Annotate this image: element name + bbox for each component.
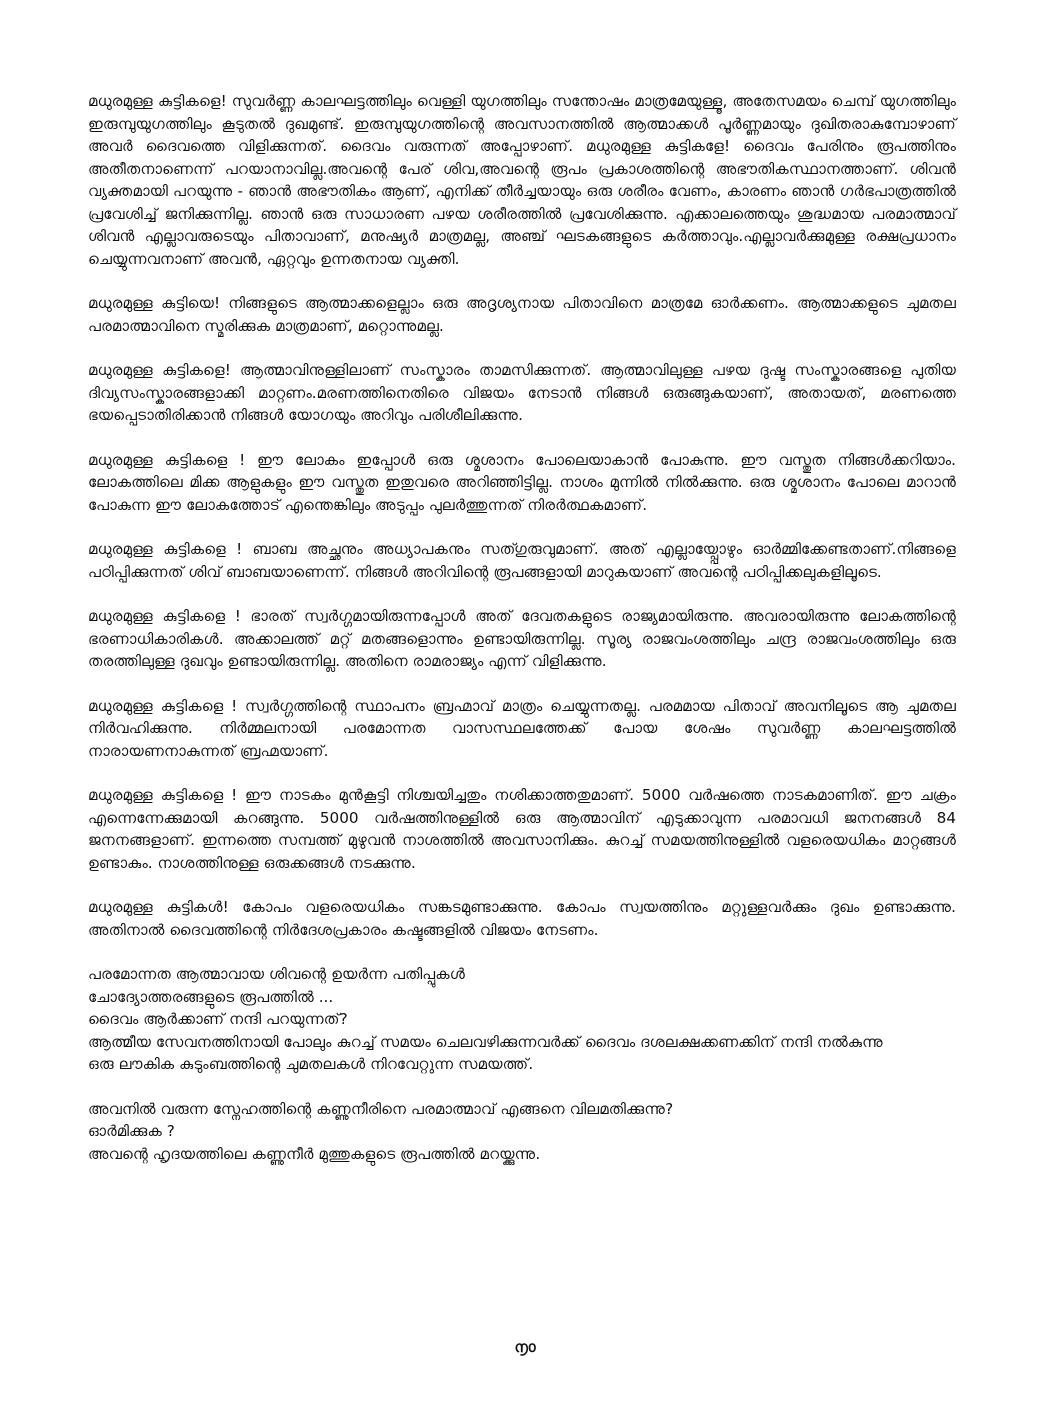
- qa-subheading: ചോദ്യോത്തരങ്ങളുടെ രൂപത്തിൽ ...: [88, 987, 334, 1006]
- document-page: [88, 90, 956, 1187]
- qa-block-thanks: [88, 963, 956, 1076]
- paragraph-3: മധുരമുള്ള കുട്ടികളെ! ആത്മാവിനുള്ളിലാണ് സംസ്കാരം താമസിക്കുന്നത്. ആത്മാവിലുള്ള പഴയ ദുഷ്ട സംസ്കാരങ്ങളെ പുതിയ ദിവ്യസംസ്കാരങ്ങളാക്കി മാറ്റണം.മരണത്തിനെതിരെ വിജയം നേടാൻ നിങ്ങൾ ഒരുങ്ങുകയാണ്, അതായത്, മരണത്തെ ഭയപ്പെടാതിരിക്കാൻ നിങ്ങൾ യോഗയും അറിവും പരിശീലിക്കുന്നു.: [88, 361, 956, 424]
- qa-answer-2: അവന്റെ ഹൃദയത്തിലെ കണ്ണുനീർ മുത്തുകളുടെ രൂപത്തിൽ മറയ്ക്കുന്നു.: [88, 1144, 541, 1163]
- qa-answer-1-continued: ഒരു ലൗകിക കുടുംബത്തിന്റെ ചുമതലകൾ നിറവേറ്റുന്ന സമയത്ത്.: [88, 1055, 534, 1073]
- qa-question-1: ദൈവം ആർക്കാണ് നന്ദി പറയുന്നത്?: [88, 1010, 348, 1028]
- paragraph-6: മധുരമുള്ള കുട്ടികളെ ! ഭാരത് സ്വർഗ്ഗമായിരുന്നപ്പോൾ അത് ദേവതകളുടെ രാജ്യമായിരുന്നു. അവരായിരുന്നു ലോകത്തിന്റെ ഭരണാധികാരികൾ. അക്കാലത്ത് മറ്റ് മതങ്ങളൊന്നും ഉണ്ടായിരുന്നില്ല. സൂര്യ രാജവംശത്തിലും ചന്ദ്ര രാജവംശത്തിലും ഒരു തരത്തിലുള്ള ദുഖവും ഉണ്ടായിരുന്നില്ല. അതിനെ രാമരാജ്യം എന്ന് വിളിക്കുന്നു.: [88, 607, 956, 670]
- qa-question-2: അവനിൽ വരുന്ന സ്നേഹത്തിന്റെ കണ്ണുനീരിനെ പരമാത്മാവ് എങ്ങനെ വിലമതിക്കുന്നു?: [88, 1099, 674, 1118]
- paragraph-7: മധുരമുള്ള കുട്ടികളെ ! സ്വർഗ്ഗത്തിന്റെ സ്ഥാപനം ബ്രഹ്മാവ് മാത്രം ചെയ്യുന്നതല്ല. പരമമായ പിതാവ് അവനിലൂടെ ആ ചുമതല നിർവഹിക്കുന്നു. നിർമ്മലനായി പരമോന്നത വാസസ്ഥലത്തേക്ക് പോയ ശേഷം സുവർണ്ണ കാലഘട്ടത്തിൽ നാരായണനാകുന്നത് ബ്രഹ്മയാണ്.: [88, 696, 956, 760]
- qa-remember: ഓർമിക്കുക ?: [88, 1122, 175, 1140]
- page-number: ൱൦: [514, 1338, 536, 1356]
- paragraph-4: മധുരമുള്ള കുട്ടികളെ ! ഈ ലോകം ഇപ്പോൾ ഒരു ശ്മശാനം പോലെയാകാൻ പോകുന്നു. ഈ വസ്തുത നിങ്ങൾക്കറിയാം. ലോകത്തിലെ മിക്ക ആളുകളും ഈ വസ്തുത ഇതുവരെ അറിഞ്ഞിട്ടില്ല. നാശം മുന്നിൽ നിൽക്കുന്നു. ഒരു ശ്മശാനം പോലെ മാറാൻ പോകുന്ന ഈ ലോകത്തോട് എന്തെങ്കിലും അടുപ്പം പുലർത്തുന്നത് നിരർത്ഥകമാണ്.: [88, 450, 956, 514]
- paragraph-5: മധുരമുള്ള കുട്ടികളെ ! ബാബ അച്ഛനും അധ്യാപകനും സത്ഗുരുവുമാണ്. അത് എല്ലായ്പ്പോഴും ഓർമ്മിക്കേണ്ടതാണ്.നിങ്ങളെ പഠിപ്പിക്കുന്നത് ശിവ് ബാബയാണെന്ന്. നിങ്ങൾ അറിവിന്റെ രൂപങ്ങളായി മാറുകയാണ് അവന്റെ പഠിപ്പിക്കലുകളിലൂടെ.: [88, 540, 956, 581]
- qa-heading: പരമോന്നത ആത്മാവായ ശിവന്റെ ഉയർന്ന പതിപ്പുകൾ: [88, 965, 466, 983]
- paragraph-2: മധുരമുള്ള കുട്ടിയെ! നിങ്ങളുടെ ആത്മാക്കളെല്ലാം ഒരു അദൃശ്യനായ പിതാവിനെ മാത്രമേ ഓർക്കണം. ആത്മാക്കളുടെ ചുമതല പരമാത്മാവിനെ സ്മരിക്കുക മാത്രമാണ്, മറ്റൊന്നുമല്ല.: [88, 294, 956, 335]
- paragraph-1: മധുരമുള്ള കുട്ടികളെ! സുവർണ്ണ കാലഘട്ടത്തിലും വെള്ളി യുഗത്തിലും സന്തോഷം മാത്രമേയുള്ളൂ, അതേസമയം ചെമ്പ് യുഗത്തിലും ഇരുമ്പുയുഗത്തിലും കൂടുതൽ ദുഖമുണ്ട്. ഇരുമ്പുയുഗത്തിന്റെ അവസാനത്തിൽ ആത്മാക്കൾ പൂർണ്ണമായും ദുഖിതരാകുമ്പോഴാണ് അവർ ദൈവത്തെ വിളിക്കുന്നത്. ദൈവം വരുന്നത് അപ്പോഴാണ്. മധുരമുള്ള കുട്ടികളേ! ദൈവം പേരിനും രൂപത്തിനും അതീതനാണെന്ന് പറയാനാവില്ല.അവന്റെ പേര് ശിവ,അവന്റെ രൂപം പ്രകാശത്തിന്റെ അഭൗതികസ്ഥാനത്താണ്. ശിവൻ വ്യക്തമായി പറയുന്നു - ഞാൻ അഭൗതികം ആണ്, എനിക്ക് തീർച്ചയായും ഒരു ശരീരം വേണം, കാരണം ഞാൻ ഗർഭപാത്രത്തിൽ പ്രവേശിച്ച് ജനിക്കുന്നില്ല. ഞാൻ ഒരു സാധാരണ പഴയ ശരീരത്തിൽ പ്രവേശിക്കുന്നു. എക്കാലത്തെയും ശുദ്ധമായ പരമാത്മാവ് ശിവൻ എല്ലാവരുടെയും പിതാവാണ്, മനുഷ്യർ മാത്രമല്ല, അഞ്ച് ഘടകങ്ങളുടെ കർത്താവും.എല്ലാവർക്കുമുള്ള രക്ഷപ്രധാനം ചെയ്യുന്നവനാണ് അവൻ, ഏറ്റവും ഉന്നതനായ വ്യക്തി.: [88, 92, 956, 268]
- paragraph-9: മധുരമുള്ള കുട്ടികൾ! കോപം വളരെയധികം സങ്കടമുണ്ടാക്കുന്നു. കോപം സ്വയത്തിനും മറ്റുള്ളവർക്കും ദുഖം ഉണ്ടാക്കുന്നു. അതിനാൽ ദൈവത്തിന്റെ നിർദേശപ്രകാരം കഷ്ടങ്ങളിൽ വിജയം നേടണം.: [88, 898, 956, 939]
- paragraph-8: മധുരമുള്ള കുട്ടികളെ ! ഈ നാടകം മുൻകൂട്ടി നിശ്ചയിച്ചതും നശിക്കാത്തതുമാണ്. 5000 വർഷത്തെ നാടകമാണിത്. ഈ ചക്രം എന്നെന്നേക്കുമായി കറങ്ങുന്നു. 5000 വർഷത്തിനുള്ളിൽ ഒരു ആത്മാവിന് എടുക്കാവുന്ന പരമാവധി ജനനങ്ങൾ 84 ജനനങ്ങളാണ്. ഇന്നത്തെ സമ്പത്ത് മുഴുവൻ നാശത്തിൽ അവസാനിക്കും. കുറച്ച് സമയത്തിനുള്ളിൽ വളരെയധികം മാറ്റങ്ങൾ ഉണ്ടാകും. നാശത്തിനുള്ള ഒരുക്കങ്ങൾ നടക്കുന്നു.: [88, 786, 956, 872]
- qa-block-tears: [88, 1098, 956, 1166]
- qa-answer-1: ആത്മീയ സേവനത്തിനായി പോലും കുറച്ച് സമയം ചെലവഴിക്കുന്നവർക്ക് ദൈവം ദശലക്ഷക്കണക്കിന് നന്ദി നൽകുന്നു: [88, 1032, 883, 1051]
